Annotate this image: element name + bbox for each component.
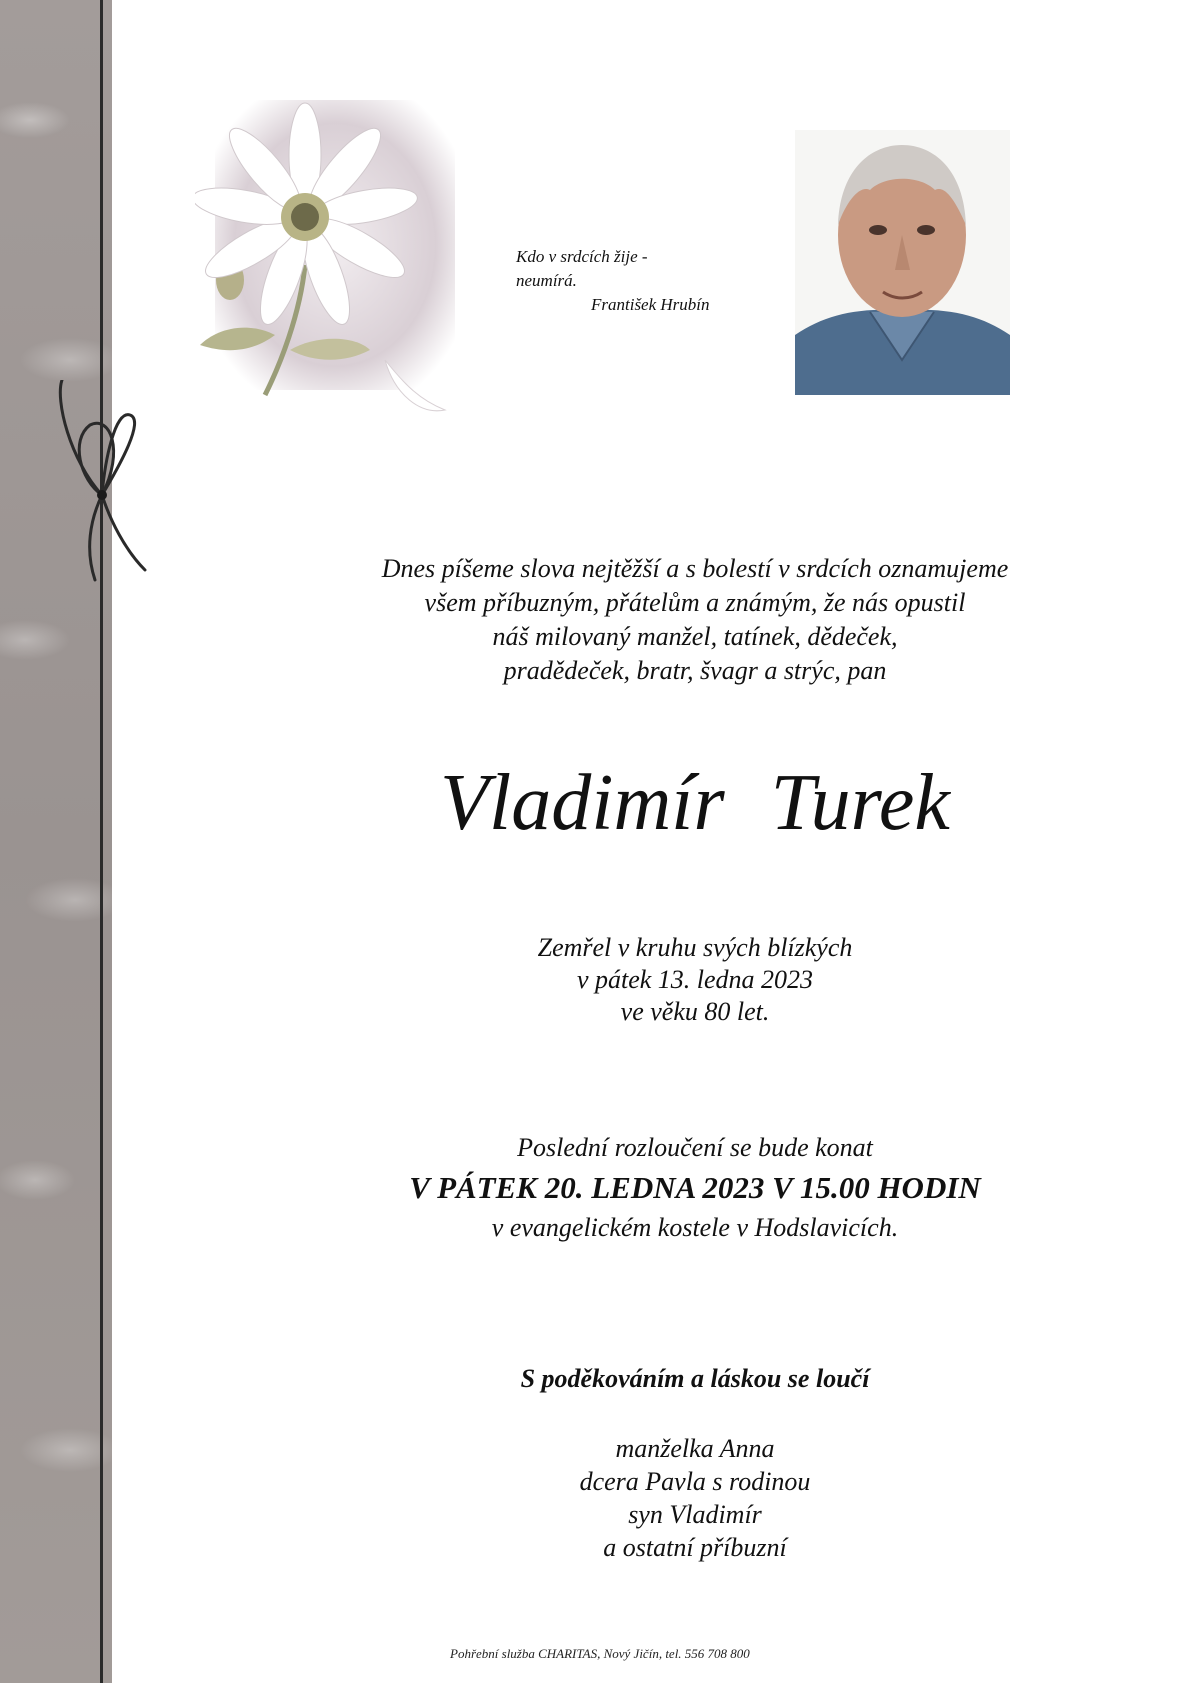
daisy-flower-icon	[195, 95, 465, 440]
mourner: syn Vladimír	[628, 1500, 762, 1529]
decorative-sidebar	[0, 0, 112, 1683]
first-name: Vladimír	[440, 759, 725, 847]
funeral-intro: Poslední rozloučení se bude konat	[517, 1133, 873, 1162]
intro-line: pradědeček, bratr, švagr a strýc, pan	[503, 656, 887, 685]
quote-author: František Hrubín	[591, 295, 710, 314]
footer-text: Pohřební služba CHARITAS, Nový Jičín, tel. 556 708 800	[450, 1646, 750, 1661]
death-line: v pátek 13. ledna 2023	[576, 965, 814, 994]
funeral-location: v evangelickém kostele v Hodslavicích.	[491, 1213, 899, 1242]
cord-bow-icon	[50, 380, 160, 640]
death-line: ve věku 80 let.	[620, 997, 770, 1026]
last-name: Turek	[770, 759, 950, 847]
intro-line: náš milovaný manžel, tatínek, dědeček,	[492, 622, 898, 651]
quote-line: neumírá.	[516, 271, 577, 290]
mourner: a ostatní příbuzní	[603, 1533, 787, 1562]
quote-block	[516, 245, 776, 317]
funeral-datetime: V PÁTEK 20. LEDNA 2023 V 15.00 HODIN	[409, 1170, 981, 1205]
portrait-photo-icon	[795, 130, 1010, 395]
intro-text	[270, 552, 1120, 688]
thanks-heading: S poděkováním a láskou se loučí	[520, 1364, 870, 1393]
deceased-name	[270, 755, 1120, 851]
intro-line: Dnes píšeme slova nejtěžší a s bolestí v srdcích oznamujeme	[381, 554, 1009, 583]
mourners-list	[270, 1432, 1120, 1564]
mourner: dcera Pavla s rodinou	[579, 1467, 811, 1496]
death-line: Zemřel v kruhu svých blízkých	[537, 933, 853, 962]
death-info	[270, 932, 1120, 1028]
intro-line: všem příbuzným, přátelům a známým, že nás opustil	[424, 588, 966, 617]
funeral-info	[270, 1132, 1120, 1244]
quote-line: Kdo v srdcích žije -	[516, 247, 648, 266]
mourner: manželka Anna	[615, 1434, 775, 1463]
sidebar-cord-line	[100, 0, 103, 1683]
